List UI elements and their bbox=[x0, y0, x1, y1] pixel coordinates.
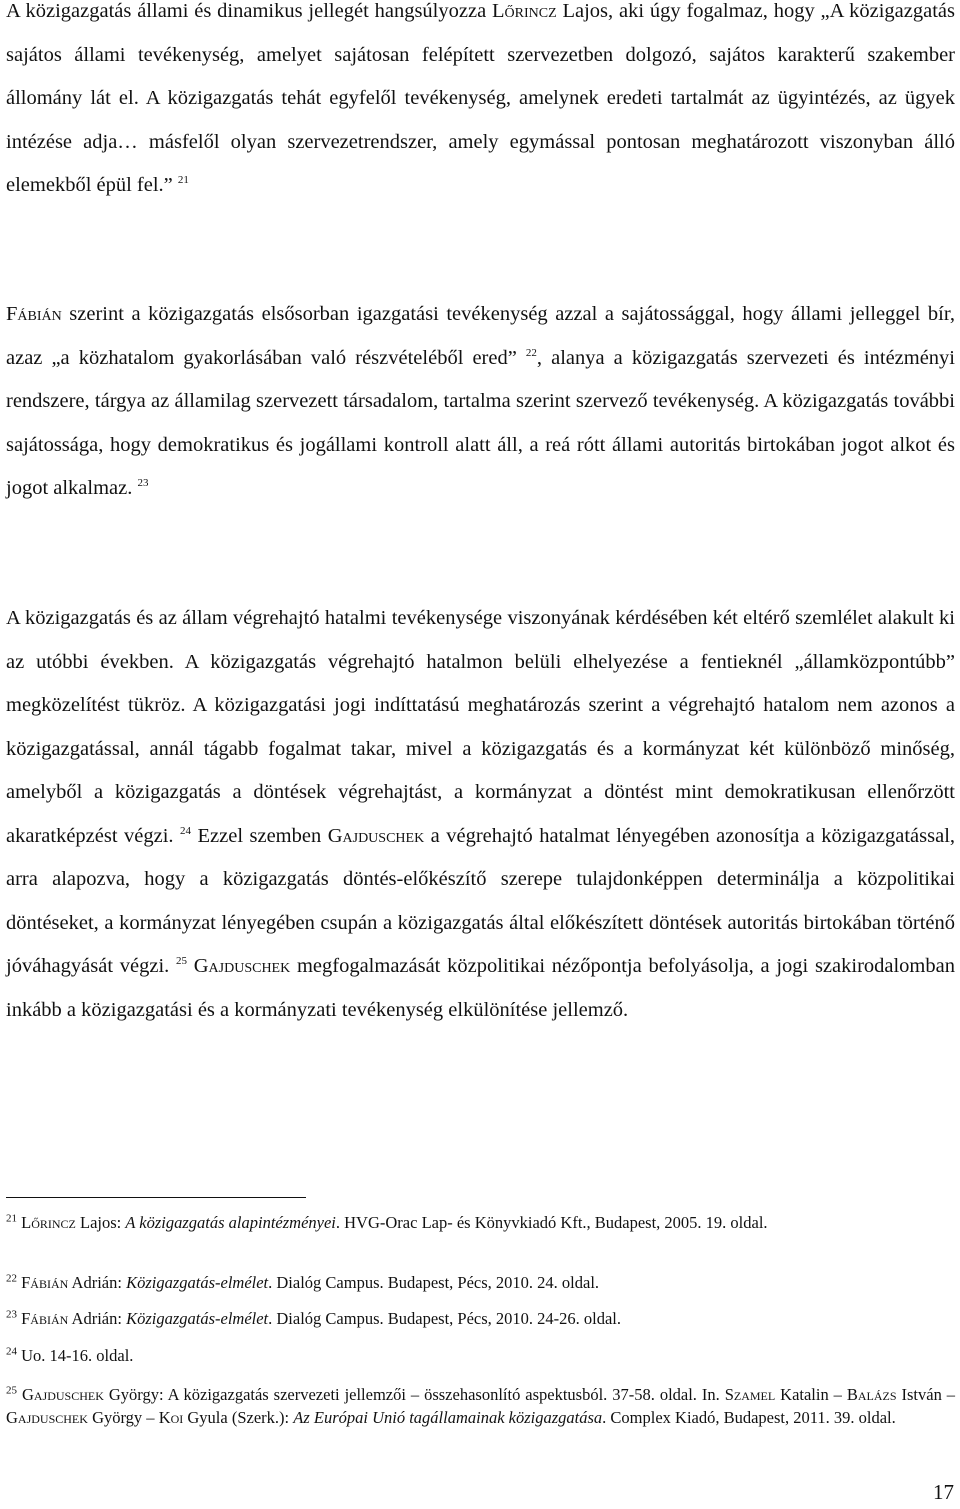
text: István – bbox=[896, 1385, 956, 1404]
text: Gyula (Szerk.): bbox=[183, 1408, 294, 1427]
footnote-separator bbox=[6, 1197, 306, 1198]
text: György – bbox=[87, 1408, 159, 1427]
text: Katalin – bbox=[775, 1385, 847, 1404]
text: Uo. 14-16. oldal. bbox=[17, 1346, 134, 1365]
footnote-number: 25 bbox=[6, 1384, 17, 1397]
text: György: A közigazgatás szervezeti jellemzői – összehasonlító aspektusból. 37-58. oldal. In. bbox=[103, 1385, 725, 1404]
author-name: Lőrincz bbox=[21, 1213, 76, 1232]
text: szerint a közigazgatás elsősorban igazgatási tevékenység azzal a sajátossággal, hogy állami jelleggel bír, azaz „a közhatalom gyakorlásában való részvételéből ered” bbox=[6, 303, 955, 369]
footnote-ref: 25 bbox=[176, 955, 187, 968]
footnote-23 bbox=[6, 1307, 955, 1330]
text: Adrián: bbox=[68, 1309, 127, 1328]
text: . Dialóg Campus. Budapest, Pécs, 2010. 24. oldal. bbox=[268, 1273, 600, 1292]
footnote-22 bbox=[6, 1271, 955, 1294]
text bbox=[187, 955, 194, 977]
footnote-ref: 23 bbox=[137, 477, 149, 490]
author-name: Szamel bbox=[724, 1385, 776, 1404]
paragraph-1 bbox=[6, 0, 955, 208]
text: . Complex Kiadó, Budapest, 2011. 39. oldal. bbox=[602, 1408, 896, 1427]
text: Adrián: bbox=[68, 1273, 127, 1292]
author-name: Fábián bbox=[21, 1273, 69, 1292]
text: a végrehajtó hatalmat lényegében azonosítja a közigazgatással, arra alapozva, hogy a közigazgatás döntés-előkészítő szerepe tulajdonképpen determinálja a közpolitikai döntéseket, a kormányzat lényegében csupán a közigazgatás által előkészített döntések autoritás birtokában történő jóváhagyását végzi. bbox=[6, 824, 956, 977]
text: A közigazgatás és az állam végrehajtó hatalmi tevékenysége viszonyának kérdésében két eltérő szemlélet alakult ki az utóbbi években. A közigazgatás végrehajtó hatalmon belüli elhelyezése a fentieknél „államközpontúbb” megközelítést tükröz. A közigazgatási jogi indíttatású meghatározás szerint a végrehajtó hatalom nem azonos a közigazgatással, annál tágabb fogalmat takar, mivel a közigazgatás és a kormányzat két különböző minőség, amelyből a közigazgatás a döntések végrehajtást, a kormányzat a döntést mint demokratikusan ellenőrzött akaratképzést végzi. bbox=[6, 607, 955, 847]
footnote-25 bbox=[6, 1383, 955, 1429]
author-name: Koi bbox=[158, 1408, 184, 1427]
book-title: Közigazgatás-elmélet bbox=[126, 1273, 269, 1292]
paragraph-3 bbox=[6, 597, 955, 1032]
author-name: Lőrincz bbox=[492, 0, 557, 22]
footnote-ref: 24 bbox=[180, 824, 192, 837]
footnote-24 bbox=[6, 1344, 955, 1367]
text: , alanya a közigazgatás szervezeti és intézményi rendszere, tárgya az államilag szervezett társadalom, tartalma szerint szervező tevékenység. A közigazgatás további sajátossága, hogy demokratikus és jogállami kontroll alatt áll, a reá rótt állami autoritás birtokában jogot alkot és jogot alkalmaz. bbox=[6, 346, 956, 499]
footnote-number: 21 bbox=[6, 1212, 17, 1225]
author-name: Fábián bbox=[6, 303, 62, 325]
paragraph-2 bbox=[6, 293, 955, 511]
book-title: Közigazgatás-elmélet bbox=[126, 1309, 269, 1328]
text: . HVG-Orac Lap- és Könyvkiadó Kft., Budapest, 2005. 19. oldal. bbox=[335, 1213, 768, 1232]
book-title: A közigazgatás alapintézményei bbox=[125, 1213, 336, 1232]
footnote-ref: 22 bbox=[525, 346, 537, 359]
footnote-ref: 21 bbox=[177, 174, 189, 187]
page-number: 17 bbox=[933, 1480, 954, 1504]
text: megfogalmazását közpolitikai nézőpontja befolyásolja, a jogi szakirodalomban inkább a közigazgatási és a kormányzati tevékenység elkülönítése jellemző. bbox=[6, 955, 955, 1021]
footnote-21 bbox=[6, 1211, 955, 1234]
book-title: Az Európai Unió tagállamainak közigazgatása bbox=[293, 1408, 603, 1427]
author-name: Gajduschek bbox=[327, 824, 425, 847]
author-name: Gajduschek bbox=[6, 1408, 88, 1427]
footnote-number: 22 bbox=[6, 1272, 17, 1285]
text: Ezzel szemben bbox=[191, 824, 328, 847]
footnote-number: 23 bbox=[6, 1308, 17, 1321]
text: Lajos, aki úgy fogalmaz, hogy „A közigazgatás sajátos állami tevékenység, amelyet sajátosan felépített szervezetben dolgozó, sajátos karakterű szakember állomány lát el. A közigazgatás tehát egyfelől tevékenység, amelynek eredeti tartalmát az ügyintézés, az ügyek intézése adja… másfelől olyan szervezetrendszer, amely egymással pontosan meghatározott viszonyban álló elemekből épül fel.” bbox=[6, 0, 955, 196]
text: . Dialóg Campus. Budapest, Pécs, 2010. 24-26. oldal. bbox=[268, 1309, 622, 1328]
text: Lajos: bbox=[75, 1213, 126, 1232]
text: A közigazgatás állami és dinamikus jellegét hangsúlyozza bbox=[6, 0, 493, 22]
author-name: Balázs bbox=[846, 1385, 897, 1404]
author-name: Gajduschek bbox=[21, 1385, 104, 1404]
footnote-number: 24 bbox=[6, 1345, 17, 1358]
author-name: Gajduschek bbox=[193, 955, 291, 977]
author-name: Fábián bbox=[21, 1309, 69, 1328]
